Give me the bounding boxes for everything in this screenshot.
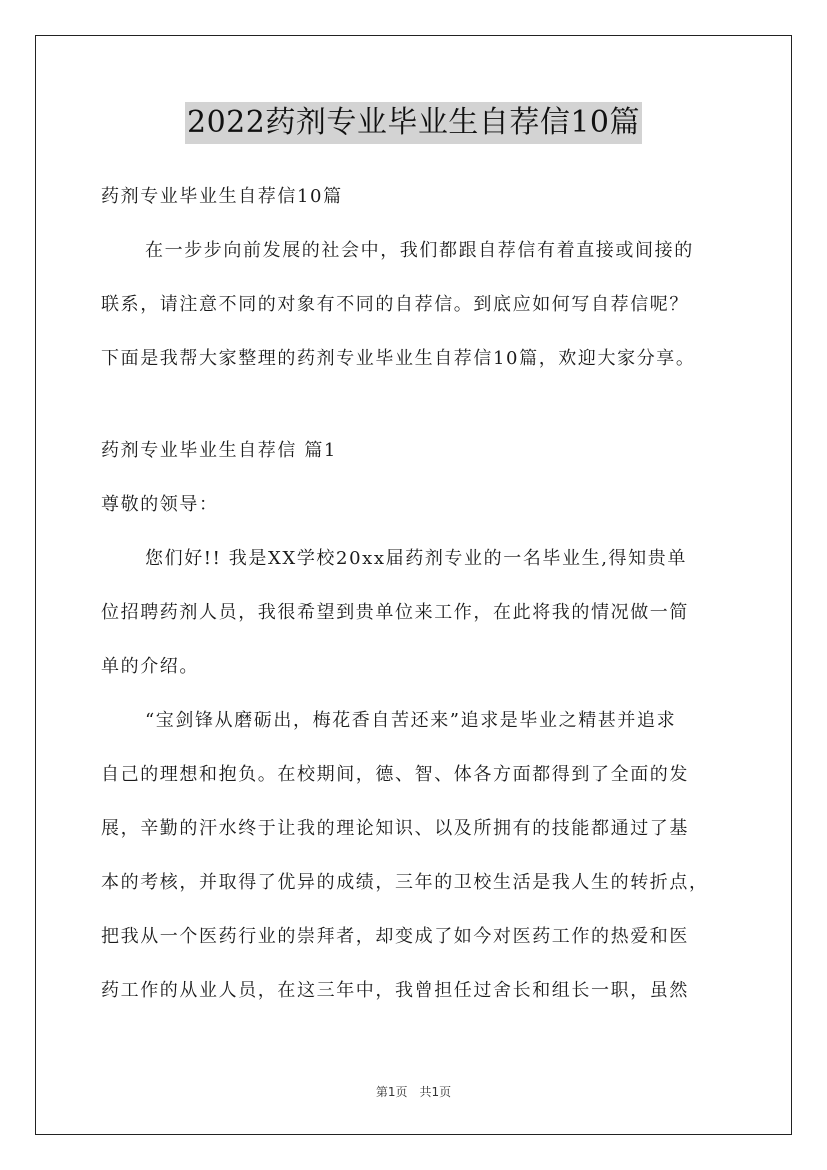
paragraph-gap bbox=[101, 386, 741, 424]
paragraph-line: 展，辛勤的汗水终于让我的理论知识、以及所拥有的技能都通过了基 bbox=[101, 818, 689, 839]
document-body bbox=[101, 170, 741, 1018]
document-title: 2022药剂专业毕业生自荐信10篇 bbox=[185, 102, 642, 144]
intro-line: 下面是我帮大家整理的药剂专业毕业生自荐信10篇，欢迎大家分享。 bbox=[101, 348, 696, 369]
page-footer bbox=[0, 1083, 827, 1100]
paragraph-line: “宝剑锋从磨砺出，梅花香自苦还来”追求是毕业之精甚并追求 bbox=[145, 710, 677, 731]
paragraph-line: 自己的理想和抱负。在校期间，德、智、体各方面都得到了全面的发 bbox=[101, 764, 689, 785]
paragraph-line: 单的介绍。 bbox=[101, 656, 199, 677]
paragraph-line: 您们好!! 我是XX学校20xx届药剂专业的一名毕业生,得知贵单 bbox=[145, 548, 687, 569]
section-heading: 药剂专业毕业生自荐信 篇1 bbox=[101, 440, 337, 461]
document-subtitle: 药剂专业毕业生自荐信10篇 bbox=[101, 186, 343, 207]
paragraph-line: 把我从一个医药行业的崇拜者，却变成了如今对医药工作的热爱和医 bbox=[101, 926, 689, 947]
intro-line: 联系，请注意不同的对象有不同的自荐信。到底应如何写自荐信呢？ bbox=[101, 294, 689, 315]
salutation: 尊敬的领导： bbox=[101, 494, 219, 515]
paragraph-line: 药工作的从业人员，在这三年中，我曾担任过舍长和组长一职，虽然 bbox=[101, 980, 689, 1001]
page-total: 共1页 bbox=[419, 1085, 452, 1099]
paragraph-line: 位招聘药剂人员，我很希望到贵单位来工作，在此将我的情况做一简 bbox=[101, 602, 689, 623]
page-number: 第1页 bbox=[375, 1085, 408, 1099]
intro-line: 在一步步向前发展的社会中，我们都跟自荐信有着直接或间接的 bbox=[145, 240, 694, 261]
title-container bbox=[0, 102, 827, 144]
paragraph-line: 本的考核，并取得了优异的成绩，三年的卫校生活是我人生的转折点， bbox=[101, 872, 709, 893]
